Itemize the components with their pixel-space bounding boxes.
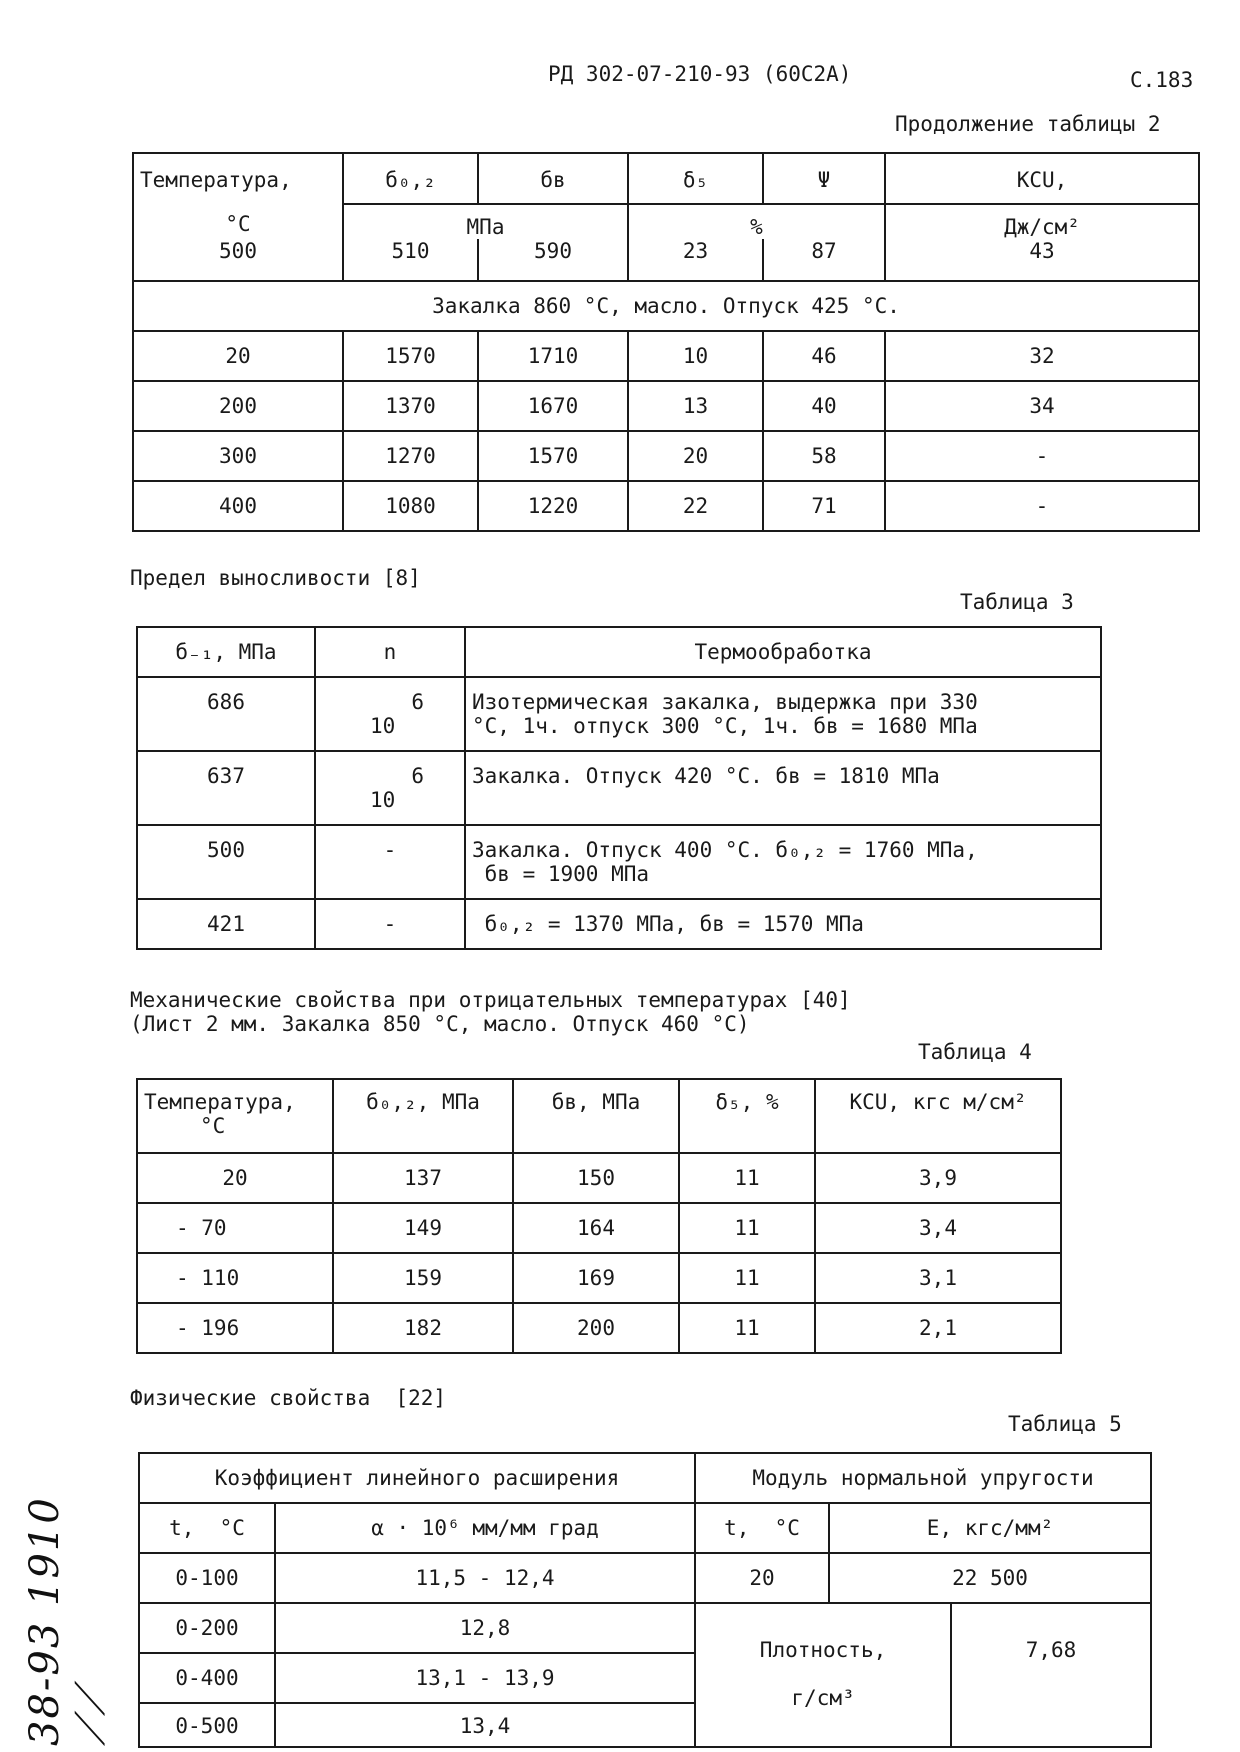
table-cell: 71 [763, 481, 885, 531]
header-s-1: б₋₁, МПа [137, 627, 315, 677]
treatment-section-row: Закалка 860 °С, масло. Отпуск 425 °С. [133, 281, 1199, 331]
treatment-line: Закалка. Отпуск 420 °С. бв = 1810 МПа [472, 764, 940, 788]
treatment-line: Закалка. Отпуск 400 °С. б₀,₂ = 1760 МПа, [472, 838, 978, 862]
table-5 [138, 1452, 1152, 1748]
table-row [133, 481, 1199, 531]
table-cell: 686 [137, 677, 315, 751]
table-cell: - 70 [137, 1203, 333, 1253]
table-cell [465, 677, 1101, 751]
header-sv: бв [478, 153, 628, 204]
table-cell: 182 [333, 1303, 513, 1353]
header-s02: б₀,₂ [343, 153, 478, 204]
table-cell: 10 [628, 331, 763, 381]
table-cell: 12,8 [275, 1603, 695, 1653]
table-cell: 0-100 [139, 1553, 275, 1603]
table-4-label: Таблица 4 [918, 1040, 1032, 1064]
table-2 [132, 152, 1200, 532]
table-cell: 200 [133, 381, 343, 431]
header-alpha: α · 10⁶ мм/мм град [275, 1503, 695, 1553]
table-row [139, 1603, 1151, 1653]
table-cell: 0-200 [139, 1603, 275, 1653]
header-temperature [133, 153, 343, 239]
table-cell: 590 [478, 239, 628, 281]
handwritten-note-text: 38-93 1910 ⟋⟋ [22, 1496, 114, 1746]
table-cell: 87 [763, 239, 885, 281]
table-cell: - 110 [137, 1253, 333, 1303]
header-n: n [315, 627, 465, 677]
header-temperature-label: Температура, [144, 1090, 296, 1114]
table-cell: 3,9 [815, 1153, 1061, 1203]
n-value: 6 [411, 764, 424, 788]
density-unit: г/см³ [791, 1686, 855, 1710]
table-row [137, 751, 1101, 825]
table-cell: 1080 [343, 481, 478, 531]
table-cell: - [885, 431, 1199, 481]
table-cell: 43 [885, 239, 1199, 281]
table-row [133, 431, 1199, 481]
table-3-label: Таблица 3 [960, 590, 1074, 614]
table-cell: 1570 [478, 431, 628, 481]
table-row [139, 1553, 1151, 1603]
table-cell: 40 [763, 381, 885, 431]
table-cell: 1710 [478, 331, 628, 381]
table-cell: 34 [885, 381, 1199, 431]
table-cell: 11 [679, 1203, 815, 1253]
table-cell: 137 [333, 1153, 513, 1203]
section-subtitle-low-temp: (Лист 2 мм. Закалка 850 °С, масло. Отпуск 460 °С) [130, 1012, 750, 1036]
header-s02: б₀,₂, МПа [333, 1079, 513, 1153]
header-sv: бв, МПа [513, 1079, 679, 1153]
table-row [137, 825, 1101, 899]
table-cell: 23 [628, 239, 763, 281]
table-cell: 11 [679, 1253, 815, 1303]
header-kcu: KCU, кгс м/см² [815, 1079, 1061, 1153]
document-title: РД 302-07-210-93 (60С2А) [548, 62, 852, 86]
table-cell: 20 [628, 431, 763, 481]
table-cell: 1220 [478, 481, 628, 531]
table-cell: - 196 [137, 1303, 333, 1353]
table-cell: 159 [333, 1253, 513, 1303]
table-cell: 400 [133, 481, 343, 531]
section-title-endurance: Предел выносливости [8] [130, 566, 421, 590]
table-5-label: Таблица 5 [1008, 1412, 1122, 1436]
table-row [137, 1153, 1061, 1203]
table-cell: 150 [513, 1153, 679, 1203]
header-heat-treatment: Термообработка [465, 627, 1101, 677]
table-cell: 1670 [478, 381, 628, 431]
unit-kcu: Дж/см² [885, 204, 1199, 239]
continuation-label: Продолжение таблицы 2 [895, 112, 1161, 136]
table-cell: 13 [628, 381, 763, 431]
table-cell: - [315, 899, 465, 949]
table-cell: 13,1 - 13,9 [275, 1653, 695, 1703]
table-cell [465, 751, 1101, 825]
table-cell: 421 [137, 899, 315, 949]
table-cell: 200 [513, 1303, 679, 1353]
handwritten-note [22, 1470, 114, 1750]
table-cell: 500 [137, 825, 315, 899]
table-cell: 3,4 [815, 1203, 1061, 1253]
header-e: Е, кгс/мм² [829, 1503, 1151, 1553]
unit-percent: % [628, 204, 885, 239]
table-cell: 1270 [343, 431, 478, 481]
table-cell [315, 677, 465, 751]
header-temperature [137, 1079, 333, 1153]
table-3 [136, 626, 1102, 950]
treatment-line: бв = 1900 МПа [472, 862, 650, 886]
header-elastic-modulus: Модуль нормальной упругости [695, 1453, 1151, 1503]
table-cell: 510 [343, 239, 478, 281]
header-psi: Ψ [763, 153, 885, 204]
section-title-physical: Физические свойства [22] [130, 1386, 447, 1410]
n-value: 6 [411, 690, 424, 714]
header-temperature-unit: °С [225, 212, 251, 236]
n-exponent: 10 [370, 714, 396, 738]
density-label: Плотность, [759, 1638, 887, 1662]
header-d5: δ₅ [628, 153, 763, 204]
table-cell: 11 [679, 1153, 815, 1203]
table-cell: 0-400 [139, 1653, 275, 1703]
table-row [137, 1303, 1061, 1353]
table-cell: 20 [137, 1153, 333, 1203]
density-label-cell [695, 1603, 951, 1747]
table-cell: - [885, 481, 1199, 531]
table-row [133, 331, 1199, 381]
table-cell: 11 [679, 1303, 815, 1353]
table-row [133, 381, 1199, 431]
page-number: С.183 [1130, 68, 1194, 92]
table-cell: 46 [763, 331, 885, 381]
table-cell: 22 500 [829, 1553, 1151, 1603]
header-d5: δ₅, % [679, 1079, 815, 1153]
table-cell: 1370 [343, 381, 478, 431]
treatment-line: °С, 1ч. отпуск 300 °С, 1ч. бв = 1680 МПа [472, 714, 978, 738]
section-title-low-temp: Механические свойства при отрицательных температурах [40] [130, 988, 851, 1012]
table-4 [136, 1078, 1062, 1354]
table-row [137, 1253, 1061, 1303]
table-cell: 149 [333, 1203, 513, 1253]
table-cell: - [315, 825, 465, 899]
table-cell: 13,4 [275, 1703, 695, 1747]
table-cell: 11,5 - 12,4 [275, 1553, 695, 1603]
table-cell: 164 [513, 1203, 679, 1253]
table-cell: 3,1 [815, 1253, 1061, 1303]
table-cell: 169 [513, 1253, 679, 1303]
table-cell: б₀,₂ = 1370 МПа, бв = 1570 МПа [465, 899, 1101, 949]
table-row [137, 899, 1101, 949]
table-row [137, 677, 1101, 751]
table-cell [465, 825, 1101, 899]
treatment-line: Изотермическая закалка, выдержка при 330 [472, 690, 978, 714]
table-cell: 20 [133, 331, 343, 381]
table-cell: 58 [763, 431, 885, 481]
table-cell: 300 [133, 431, 343, 481]
header-temperature-label: Температура, [140, 168, 292, 192]
table-row [137, 1203, 1061, 1253]
table-cell: 0-500 [139, 1703, 275, 1747]
table-cell: 20 [695, 1553, 829, 1603]
unit-mpa: МПа [343, 204, 628, 239]
table-cell: 500 [133, 239, 343, 281]
header-linear-expansion: Коэффициент линейного расширения [139, 1453, 695, 1503]
table-cell [315, 751, 465, 825]
table-cell: 2,1 [815, 1303, 1061, 1353]
header-t-expansion: t, °С [139, 1503, 275, 1553]
header-temperature-unit: °С [200, 1114, 226, 1138]
n-exponent: 10 [370, 788, 396, 812]
density-value: 7,68 [951, 1603, 1151, 1747]
header-t-modulus: t, °С [695, 1503, 829, 1553]
table-cell: 1570 [343, 331, 478, 381]
table-cell: 32 [885, 331, 1199, 381]
header-kcu: KCU, [885, 153, 1199, 204]
table-cell: 637 [137, 751, 315, 825]
table-cell: 22 [628, 481, 763, 531]
